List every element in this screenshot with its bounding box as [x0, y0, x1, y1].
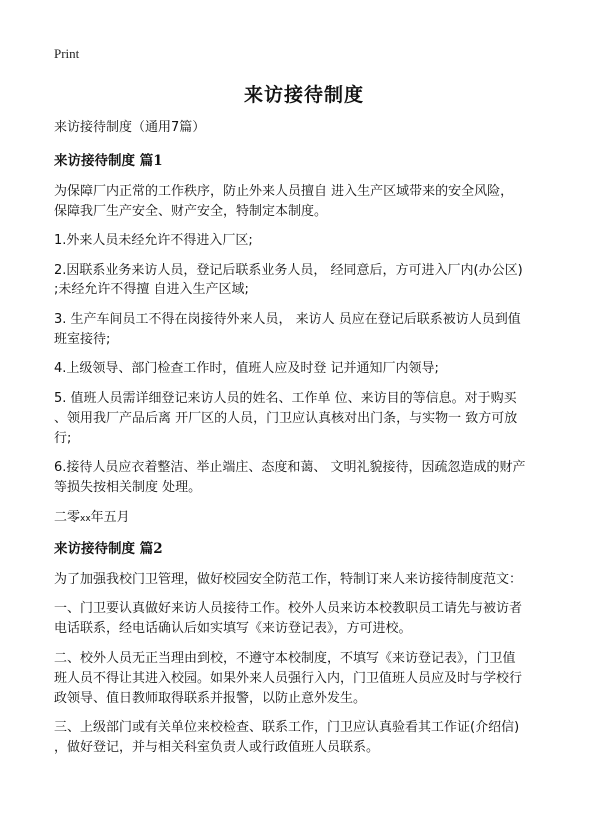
paragraph-line: 为保障厂内正常的工作秩序，防止外来人员擅自 进入生产区域带来的安全风险， — [54, 184, 514, 199]
paragraph-line: 6.接待人员应衣着整洁、举止端庄、态度和蔼、 文明礼貌接待，因疏忽造成的财产 — [54, 460, 526, 475]
paragraph-line: 一、门卫要认真做好来访人员接待工作。校外人员来访本校教职员工请先与被访者 — [54, 601, 523, 616]
paragraph-line: 行; — [54, 431, 72, 446]
print-label: Print — [54, 46, 80, 61]
paragraph-line: 电话联系，经电话确认后如实填写《来访登记表》，方可进校。 — [54, 621, 412, 636]
section-heading-2: 来访接待制度 篇2 — [54, 541, 163, 557]
paragraph-line: 二、校外人员无正当理由到校，不遵守本校制度，不填写《来访登记表》，门卫值 — [54, 651, 516, 666]
paragraph-line: 班室接待; — [54, 332, 111, 347]
document-title: 来访接待制度 — [243, 84, 364, 106]
paragraph-line: 政领导、值日教师取得联系并报警，以防止意外发生。 — [54, 691, 367, 706]
paragraph-line: 、领用我厂产品后离 开厂区的人员，门卫应认真核对出门条，与实物一 致方可放 — [54, 411, 518, 426]
paragraph-line: 等损失按相关制度 处理。 — [54, 480, 202, 495]
document-subtitle: 来访接待制度（通用7篇） — [54, 120, 206, 135]
date-suffix: 年五月 — [90, 510, 130, 525]
paragraph-line: 4.上级领导、部门检查工作时，值班人应及时登 记并通知厂内领导; — [54, 361, 439, 376]
paragraph-line: 三、上级部门或有关单位来校检查、联系工作，门卫应认真验看其工作证(介绍信) — [54, 720, 520, 735]
date-prefix: 二零 — [54, 510, 81, 525]
paragraph-line: 为了加强我校门卫管理，做好校园安全防范工作，特制订来人来访接待制度范文： — [54, 572, 523, 587]
date-year-placeholder: xx — [80, 514, 91, 524]
document-date — [54, 507, 554, 530]
paragraph-line: ;未经允许不得擅 自进入生产区域; — [54, 282, 249, 297]
paragraph-line: 班人员不得让其进入校园。如果外来人员强行入内，门卫值班人员应及时与学校行 — [54, 671, 523, 686]
paragraph-line: 5. 值班人员需详细登记来访人员的姓名、工作单 位、来访目的等信息。对于购买 — [54, 391, 517, 406]
paragraph-line: 2.因联系业务来访人员，登记后联系业务人员， 经同意后，方可进入厂内(办公区) — [54, 263, 523, 278]
paragraph-line: 保障我厂生产安全、财产安全，特制定本制度。 — [54, 204, 328, 219]
paragraph-line: 1.外来人员未经允许不得进入厂区; — [54, 233, 253, 248]
paragraph-line: 3. 生产车间员工不得在岗接待外来人员， 来访人 员应在登记后联系被访人员到值 — [54, 312, 521, 327]
section-heading-1: 来访接待制度 篇1 — [54, 153, 163, 169]
paragraph-line: ，做好登记，并与相关科室负责人或行政值班人员联系。 — [54, 740, 380, 755]
